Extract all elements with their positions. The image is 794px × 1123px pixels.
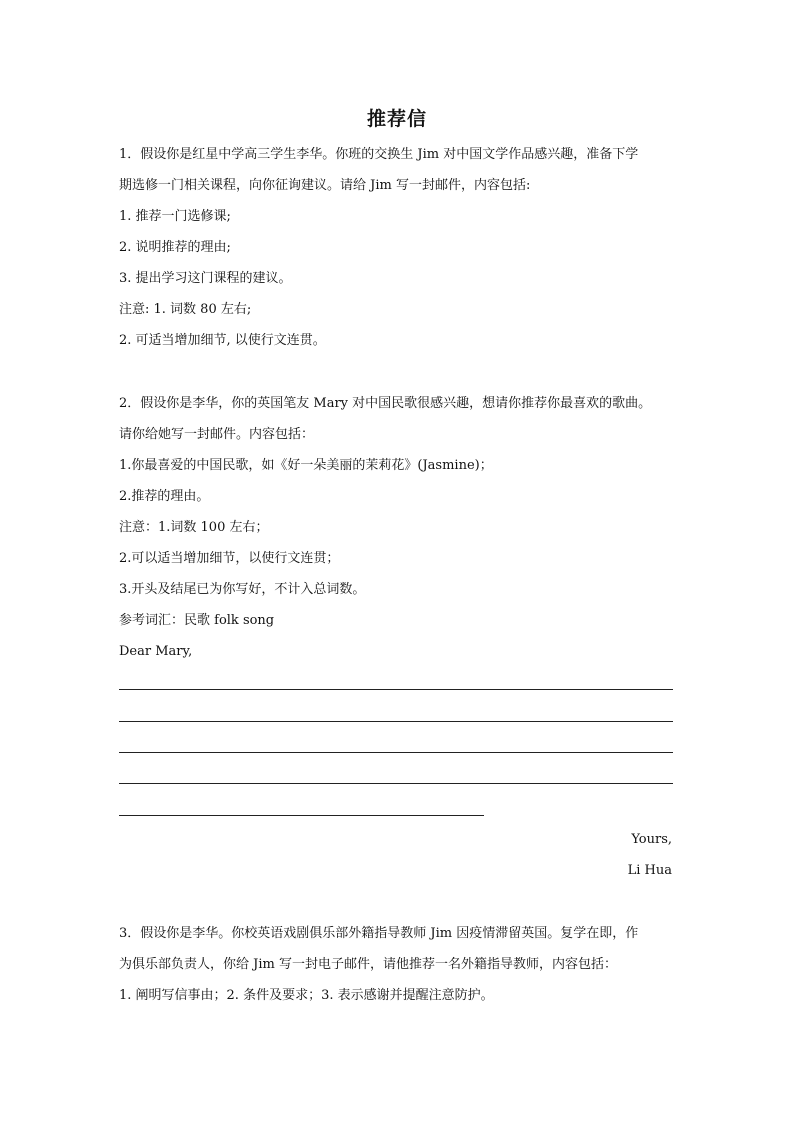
q2-vocab: 参考词汇：民歌 folk song [119,613,275,628]
page-title: 推荐信 [366,108,427,130]
q2-requirement-2: 2.推荐的理由。 [119,489,210,504]
q2-requirement-1: 1.你最喜爱的中国民歌，如《好一朵美丽的茉莉花》(Jasmine)； [119,458,493,473]
q2-signature: Li Hua [627,863,672,878]
answer-line [119,752,673,753]
q2-note-2: 2.可以适当增加细节，以使行文连贯； [119,551,340,566]
q3-requirements: 1. 阐明写信事由；2. 条件及要求；3. 表示感谢并提醒注意防护。 [119,988,494,1003]
q2-closing: Yours, [631,832,672,847]
answer-line [119,783,673,784]
answer-line [119,815,484,816]
q2-greeting: Dear Mary, [119,644,193,659]
q1-note-1: 注意: 1. 词数 80 左右; [119,302,252,317]
answer-line [119,721,673,722]
q3-prompt-line-1: 3．假设你是李华。你校英语戏剧俱乐部外籍指导教师 Jim 因疫情滞留英国。复学在即，作 [119,926,639,941]
q2-note-3: 3.开头及结尾已为你写好，不计入总词数。 [119,582,366,597]
q1-requirement-3: 3. 提出学习这门课程的建议。 [119,271,292,286]
q2-prompt-line-2: 请你给她写一封邮件。内容包括： [119,427,315,442]
q1-note-2: 2. 可适当增加细节, 以使行文连贯。 [119,333,326,348]
q2-prompt-line-1: 2．假设你是李华，你的英国笔友 Mary 对中国民歌很感兴趣，想请你推荐你最喜欢的歌曲。 [119,396,652,411]
answer-line [119,689,673,690]
q2-note-1: 注意：1.词数 100 左右； [119,520,269,535]
q1-requirement-1: 1. 推荐一门选修课; [119,209,231,224]
q1-prompt-line-1: 1．假设你是红星中学高三学生李华。你班的交换生 Jim 对中国文学作品感兴趣，准备下学 [119,147,639,162]
q1-prompt-line-2: 期选修一门相关课程，向你征询建议。请给 Jim 写一封邮件，内容包括: [119,178,531,193]
q1-requirement-2: 2. 说明推荐的理由; [119,240,231,255]
q3-prompt-line-2: 为俱乐部负责人，你给 Jim 写一封电子邮件，请他推荐一名外籍指导教师，内容包括： [119,957,617,972]
